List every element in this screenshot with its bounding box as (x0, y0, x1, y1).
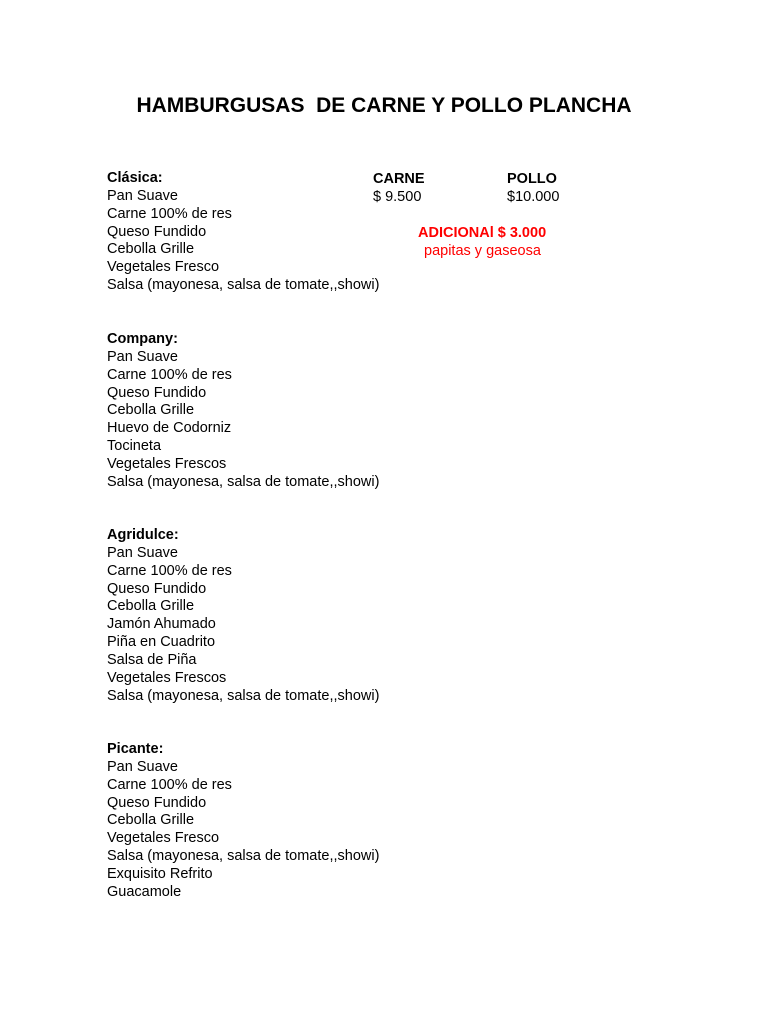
list-item: Cebolla Grille (107, 241, 195, 258)
list-item: Carne 100% de res (107, 366, 232, 383)
price-pollo: $10.000 (507, 189, 560, 205)
section-heading: Picante: (107, 741, 164, 757)
list-item: Cebolla Grille (107, 812, 195, 829)
list-item: Huevo de Codorniz (107, 420, 232, 437)
list-item: Pan Suave (107, 348, 178, 365)
list-item: Exquisito Refrito (107, 865, 213, 882)
list-item: Guacamole (107, 883, 182, 900)
list-item: Cebolla Grille (107, 402, 195, 419)
list-item: Pan Suave (107, 544, 178, 561)
list-item: Vegetales Frescos (107, 669, 227, 686)
list-item: Vegetales Fresco (107, 830, 220, 847)
menu-section-agridulce (107, 527, 527, 705)
menu-section-picante (107, 741, 527, 902)
list-item: Salsa (mayonesa, salsa de tomate,,showi) (107, 687, 380, 704)
list-item: Vegetales Frescos (107, 455, 227, 472)
list-item: Queso Fundido (107, 580, 207, 597)
list-item: Pan Suave (107, 187, 178, 204)
list-item: Jamón Ahumado (107, 616, 216, 633)
section-heading: Agridulce: (107, 527, 179, 543)
section-heading: Clásica: (107, 170, 163, 186)
list-item: Carne 100% de res (107, 562, 232, 579)
list-item: Salsa (mayonesa, salsa de tomate,,showi) (107, 848, 380, 865)
list-item: Piña en Cuadrito (107, 634, 216, 651)
list-item: Salsa de Piña (107, 651, 197, 668)
list-item: Queso Fundido (107, 384, 207, 401)
price-carne: $ 9.500 (373, 189, 422, 205)
list-item: Carne 100% de res (107, 205, 232, 222)
list-item: Vegetales Fresco (107, 259, 220, 276)
column-header-carne: CARNE (373, 171, 425, 187)
section-heading: Company: (107, 331, 178, 347)
list-item: Salsa (mayonesa, salsa de tomate,,showi) (107, 473, 380, 490)
list-item: Cebolla Grille (107, 598, 195, 615)
list-item: Carne 100% de res (107, 776, 232, 793)
additional-detail: papitas y gaseosa (424, 243, 541, 259)
page-title: HAMBURGUSAS DE CARNE Y POLLO PLANCHA (136, 94, 632, 117)
menu-section-company (107, 331, 527, 492)
list-item: Pan Suave (107, 758, 178, 775)
list-item: Queso Fundido (107, 223, 207, 240)
list-item: Tocineta (107, 438, 162, 455)
additional-price: ADICIONAl $ 3.000 (418, 225, 547, 241)
column-header-pollo: POLLO (507, 171, 557, 187)
list-item: Queso Fundido (107, 794, 207, 811)
list-item: Salsa (mayonesa, salsa de tomate,,showi) (107, 277, 380, 294)
